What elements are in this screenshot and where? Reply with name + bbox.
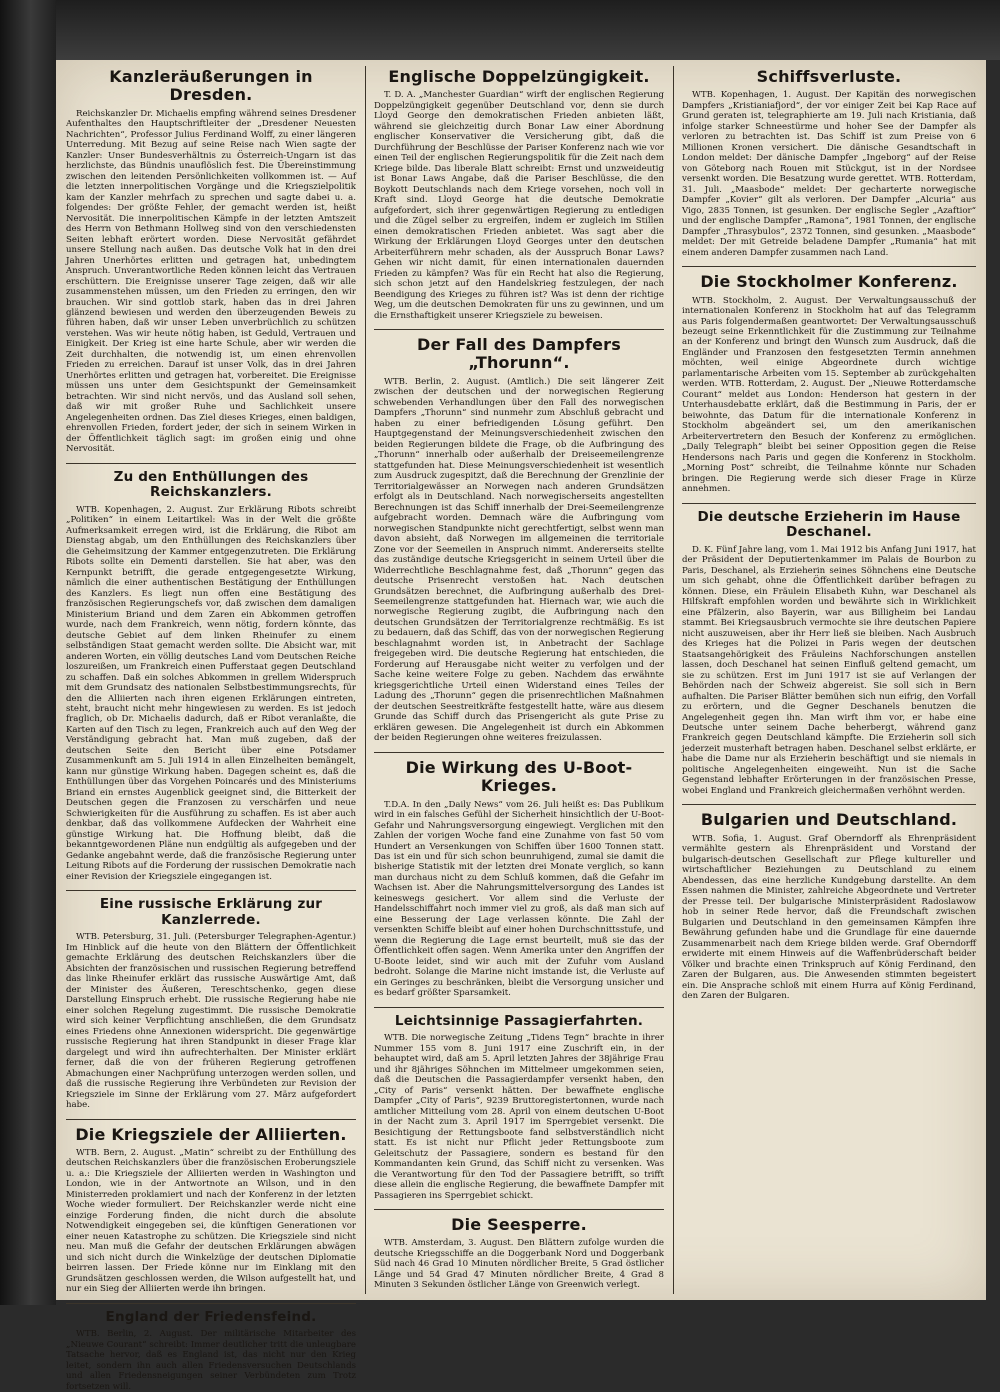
column-rule: [365, 66, 366, 1294]
article-separator: [682, 266, 976, 267]
article: [374, 1014, 664, 1201]
article-headline: Der Fall des Dampfers „Thorunn“.: [417, 335, 621, 373]
article-headline: Schiffsverluste.: [756, 67, 902, 86]
article: [66, 1310, 356, 1392]
scan-top-border: [56, 0, 1000, 60]
article-headline: Die Stockholmer Konferenz.: [700, 272, 958, 292]
article-separator: [66, 1119, 356, 1120]
article-headline: Die Kriegsziele der Alliierten.: [75, 1124, 347, 1144]
article-body: WTB. Amsterdam, 3. August. Den Blättern zufolge wurden die deutsche Kriegsschiffe an die Doggerbank Nord und Doggerbank Süd nach 46 Grad 10 Minuten nördlicher Breite, 5 Grad östlicher Länge und 54 Grad 47 Minuten nördlicher Breite, 4 Grad 8 Minuten 3 Sekunden östlicher Länge von Greenwich verlegt.: [374, 1238, 664, 1291]
article-body: D. K. Fünf Jahre lang, vom 1. Mai 1912 bis Anfang Juni 1917, hat der Präsident der Deputiertenkammer im Palais de Bourbon zu Paris, Deschanel, als Erzieherin seines Söhnchens eine Deutsche um sich gehabt, ohne die Öffentlichkeit darüber befragen zu können. Diese, ein Fräulein Elisabeth Kuhn, war Deschanel als Hilfskraft empfohlen worden und bewährte sich in Wirklichkeit eine Pfälzerin, also Bayerin, war aus Billigheim bei Landau stammt. Bei Kriegsausbruch vermochte sie ihre deutschen Papiere nicht auszuweisen, aber ihr Herr ließ sie bleiben. Nach Ausbruch des Krieges hat die Polizei in Paris wegen der deutschen Staatsangehörigkeit des Fräuleins Nachforschungen anstellen lassen, doch Deschanel hat seinen Einfluß geltend gemacht, um sie zu schützen. Erst im Juni 1917 ist sie auf Verlangen der Behörden nach der Schweiz abgereist. Sie soll sich in Bern aufhalten. Die Pariser Blätter bemühen sich nun eifrig, den Vorfall zu erörtern, und die Gegner Deschanels benutzen die Angelegenheit gegen ihn. Man wirft ihm vor, er habe eine Deutsche unter seinem Dache beherbergt, während ganz Frankreich gegen Deutschland kämpfte. Die Erzieherin soll sich jederzeit musterhaft betragen haben. Deschanel selbst erklärte, er habe die Dame nur als Erzieherin beschäftigt und sie niemals in politische Angelegenheiten eingeweiht. Nun ist die Sache Gegenstand lebhafter Erörterungen in der französischen Presse, wobei England und Frankreich gleichermaßen verhöhnt werden.: [682, 544, 976, 796]
article-headline: England der Friedensfeind.: [105, 1308, 317, 1325]
article-body: WTB. Berlin, 2. August. Der militärische Mitarbeiter des „Nieuwe Courant“ schreibt: Immer deutlicher tritt die unleugbare Tatsache hervor, daß es England ist, das nicht nur den Krieg leitet, sondern ihn auch allen Friedensversuchen Deutschlands und allen Friedensneigungen seiner Verbündeten zum Trotz fortsetzen will.: [66, 1329, 356, 1392]
article-body: WTB. Kopenhagen, 2. August. Zur Erklärung Ribots schreibt „Politiken“ in einem Leitartikel: Was in der Welt die größte Aufmerksamkeit erregen wird, ist die Erklärung, die Ribot am Dienstag abgab, um den Enthüllungen des Reichskanzlers über die Geheimsitzung der Kammer entgegenzutreten. Die Erklärung Ribots sollte ein Dementi darstellen. Sie hat aber, was den Kernpunkt betrifft, die gerade entgegengesetzte Wirkung, nämlich die einer authentischen Bestätigung der Enthüllungen des Kanzlers. Es liegt nun offen eine Bestätigung des französischen Regierungschefs vor, daß zwischen dem damaligen Ministerium Briand und dem Zaren ein Abkommen getroffen wurde, nach dem Frankreich, wenn nötig, fordern könnte, das deutsche Gebiet auf dem linken Rheinufer zu einem selbständigen Staat gemacht werden sollte. Die Absicht war, mit anderen Worten, ein völlig deutsches Land vom Deutschen Reiche loszureißen, um Frankreich einen Pufferstaat gegen Deutschland zu schaffen. Daß ein solches Abkommen in grellem Widerspruch mit dem Grundsatz des nationalen Selbstbestimmungsrechts, für den die Alliierten nach ihren eigenen Erklärungen eintreten, steht, braucht nicht mehr hingewiesen zu werden. Es ist jedoch fraglich, ob Dr. Michaelis dadurch, daß er Ribot veranlaßte, die Karten auf den Tisch zu legen, Frankreich auch auf den Weg der Verständigung gebracht hat. Man muß zugeben, daß der deutschen Seite den Bericht über eine Potsdamer Zusammenkunft am 5. Juli 1914 in allen Einzelheiten bemängelt, kann nur günstige Wirkung haben. Dagegen scheint es, daß die Enthüllungen über das Vorgehen Poincarés und des Ministeriums Briand ein ernstes Augenblick geeignet sind, die Bitterkeit der Deutschen gegen die Franzosen zu verschärfen und neue Schwierigkeiten für die Ausführung zu schaffen. Es ist aber auch denkbar, daß das vollkommene Aufdecken der Wahrheit eine günstige Wirkung hat. Die Hoffnung bleibt, daß die bekanntgewordenen Pläne nun endgültig als aufgegeben und der Gedanke angebahnt werde, daß die französische Regierung unter Leitung Ribots auf die Forderung der russischen Demokratie nach einer Revision der Kriegsziele eingegangen ist.: [66, 504, 356, 882]
newspaper-page: [56, 60, 986, 1392]
article-separator: [682, 804, 976, 805]
article: [682, 510, 976, 797]
article: [66, 68, 356, 455]
article-headline: Eine russische Erklärung zur Kanzlerrede.: [99, 896, 323, 928]
article-separator: [682, 503, 976, 504]
article: [682, 68, 976, 258]
article-separator: [66, 463, 356, 464]
column-left: [66, 66, 356, 1392]
article-separator: [374, 329, 664, 330]
article-separator: [374, 752, 664, 753]
article-headline: Kanzleräußerungen in Dresden.: [109, 67, 313, 105]
article: [374, 68, 664, 321]
article: [682, 273, 976, 495]
article-headline: Bulgarien und Deutschland.: [700, 810, 958, 830]
column-rule: [673, 66, 674, 1294]
article-headline: Zu den Enthüllungen des Reichskanzlers.: [113, 468, 309, 501]
book-binding: [0, 0, 56, 1305]
article: [682, 811, 976, 1001]
article-body: WTB. Kopenhagen, 1. August. Der Kapitän des norwegischen Dampfers „Kristianiafjord“, der vor einiger Zeit bei Kap Race auf Grund geraten ist, telegraphierte am 19. Juli nach Kristiania, daß infolge starker Schneestürme und hoher See der Dampfer als verloren zu betrachten ist. Das Schiff ist zum Preise von 6 Millionen Kronen versichert. Die dänische Gesandtschaft in London meldet: Der dänische Dampfer „Ingeborg“ auf der Reise von Göteborg nach Rouen mit Stückgut, ist in der Nordsee versenkt worden. Die Besatzung wurde gerettet. WTB. Rotterdam, 31. Juli. „Maasbode“ meldet: Der gecharterte norwegische Dampfer „Kovier“ gilt als verloren. Der Dampfer „Alcuria“ aus Vigo, 2835 Tonnen, ist gesunken. Der englische Segler „Azaftior“ und der englische Dampfer „Ramona“, 1981 Tonnen, der englische Dampfer „Thrasybulos“, 2372 Tonnen, sind gesunken. „Maasbode“ meldet: Der mit Getreide beladene Dampfer „Rumania“ hat mit einem anderen Dampfer zusammen nach Land.: [682, 90, 976, 258]
article: [66, 470, 356, 882]
article-separator: [66, 890, 356, 891]
column-right: [682, 66, 976, 1294]
article-body: T.D.A. In den „Daily News“ vom 26. Juli heißt es: Das Publikum wird in ein falsches Gefühl der Sicherheit hinsichtlich der U-Boot-Gefahr und Nahrungsversorgung eingewiegt. Verglichen mit den Zahlen der vorigen Woche fand eine Zunahme von fast 50 vom Hundert an Versenkungen von Schiffen über 1600 Tonnen statt. Das ist ein und für sich schon beunruhigend, zumal sie damit die bisherige Statistik mit der letzten drei Monate verglich, so kann man durchaus nicht zu dem Schluß kommen, daß die Gefahr im Wachsen ist. Aber die Nahrungsmittelversorgung des Landes ist keineswegs gesichert. Vor allem sind die Verluste der Handelsschiffahrt noch immer viel zu groß, als daß man sich auf eine Besserung der Lage verlassen könnte. Die Zahl der versenkten Schiffe bleibt auf einer hohen Durchschnittsstufe, und wenn die Regierung die Lage ernst beurteilt, muß sie das der Öffentlichkeit offen sagen. Wenn Amerika unter den Angriffen der U-Boote leidet, sind wir auch mit der Zufuhr vom Ausland bedroht. Solange die Marine nicht imstande ist, die Verluste auf ein Geringes zu beschränken, bleibt die Versorgung unsicher und es bedarf größter Sparsamkeit.: [374, 799, 664, 999]
article-headline: Englische Doppelzüngigkeit.: [388, 67, 650, 86]
column-middle: [374, 66, 664, 1294]
article-separator: [374, 1007, 664, 1008]
article-body: WTB. Bern, 2. August. „Matin“ schreibt zu der Enthüllung des deutschen Reichskanzlers über die französischen Eroberungsziele u. a.: Die Kriegsziele der Alliierten werden in Washington und London, wie in der Antwortnote an Wilson, und in den Ministerreden proklamiert und nach der Konferenz in der letzten Woche wieder formuliert. Der Reichskanzler werde nicht eine einzige Forderung finden, die nicht durch die absolute Notwendigkeit eingegeben sei, die künftigen Generationen vor einer neuen Katastrophe zu schützen. Die Kriegsziele sind nicht neu. Man muß die Gefahr der deutschen Erklärungen abwägen und sich nicht durch die Winkelzüge der deutschen Diplomatie beirren lassen. Der Friede könne nur im Einklang mit den Grundsätzen geschlossen werden, die Wilson aufgestellt hat, und nur ein Sieg der Alliierten werde ihn bringen.: [66, 1147, 356, 1295]
article: [374, 1216, 664, 1291]
article-headline: Die Seesperre.: [451, 1215, 587, 1235]
article-body: T. D. A. „Manchester Guardian“ wirft der englischen Regierung Doppelzüngigkeit gegenüber Deutschland vor, denn sie durch Lloyd George den demokratischen Frieden anbieten läßt, während sie gleichzeitig durch Bonar Law einer Abordnung englischer Konservativer die Versicherung gibt, daß die Durchführung der Beschlüsse der Pariser Konferenz nach wie vor einen Teil der englischen Regierungspolitik für die Zeit nach dem Kriege bilde. Das liberale Blatt schreibt: Ernst und unzweideutig ist Bonar Laws Angabe, daß die Pariser Beschlüsse, die den Boykott Deutschlands nach dem Kriege vorsehen, noch voll in Kraft sind. Lloyd George hat die deutsche Demokratie aufgefordert, sich ihrer gegenwärtigen Regierung zu entledigen und die Zügel selber zu ergreifen, indem er zugleich im Stillen einen demokratischen Frieden anbietet. Was sagt aber die Wirkung der Erklärungen Lloyd Georges unter den deutschen Arbeiterführern mehr schaden, als der Ausspruch Bonar Laws? Gehen wir nicht damit, für einen internationalen dauernden Frieden zu kämpfen? Was für ein Recht hat also die Regierung, sich schon jetzt auf den Handelskrieg festzulegen, der nach Beendigung des Krieges zu führen ist? Was ist denn der richtige Weg, um die deutschen Demokraten für uns zu gewinnen, und um die Ernsthaftigkeit unserer Kriegsziele zu beweisen.: [374, 90, 664, 321]
article-body: WTB. Sofia, 1. August. Graf Oberndorff als Ehrenpräsident vermählte gestern als Ehrenpräsident und Vorstand der bulgarisch-deutschen Gesellschaft zur Pflege kultureller und wirtschaftlicher Beziehungen zu Deutschland zu einem Abendessen, das eine herzliche Kundgebung darstellte. An dem Essen nahmen die Minister, zahlreiche Abgeordnete und Vertreter der Presse teil. Der bulgarische Ministerpräsident Radoslawow hob in seiner Rede hervor, daß die Freundschaft zwischen Bulgarien und Deutschland in den gemeinsamen Kämpfen ihre Bewährung gefunden habe und die Grundlage für eine dauernde Zusammenarbeit nach dem Kriege bilden werde. Graf Oberndorff erwiderte mit einem Hinweis auf die Waffenbrüderschaft beider Völker und brachte einen Trinkspruch auf König Ferdinand, den Zaren der Bulgaren, aus. Die Anwesenden stimmten begeistert ein. Die Ansprache schloß mit einem Hurra auf König Ferdinand, den Zaren der Bulgaren.: [682, 833, 976, 1002]
article-body: WTB. Die norwegische Zeitung „Tidens Tegn“ brachte in ihrer Nummer 155 vom 8. Juni 1917 eine Zuschrift ein, in der behauptet wird, daß am 5. April letzten Jahres der 38jährige Frau und ihr 8jähriges Söhnchen im Mittelmeer umgekommen seien, daß die Deutschen die Passagierdampfer versenkt haben, den „City of Paris“ versenkt hätten. Der bewaffnete englische Dampfer „City of Paris“, 9239 Bruttoregistertonnen, wurde nach amtlicher Mitteilung vom 28. April von einem deutschen U-Boot in der Nacht zum 3. April 1917 im Sperrgebiet versenkt. Die Besichtigung der Rettungsboote fand selbstverständlich nicht statt. Es ist nicht nur Pflicht jeder Rettungsboote zum Geleitschutz der Passagiere, sondern es bestand für den Kommandanten kein Grund, das Schiff nicht zu versenken. Was die Verantwortung für den Tod der Passagiere betrifft, so trifft diese allein die englische Regierung, die bewaffnete Dampfer mit Passagieren ins Sperrgebiet schickt.: [374, 1033, 664, 1201]
article-body: WTB. Stockholm, 2. August. Der Verwaltungsausschuß der internationalen Konferenz in Stockholm hat auf das Telegramm aus Paris folgendermaßen geantwortet: Der Verwaltungsausschuß bezeugt seine Erkenntlichkeit für die Zustimmung zur Teilnahme an der Konferenz und bringt den Wunsch zum Ausdruck, daß die Engländer und Franzosen den festgesetzten Termin annehmen möchten, weil einige Abgeordnete durch wichtige parlamentarische Arbeiten vom 15. September ab zurückgehalten werden. WTB. Rotterdam, 2. August. Der „Nieuwe Rotterdamsche Courant“ meldet aus London: Henderson hat gestern in der Unterhausdebatte erklärt, daß die Bestimmung in Paris, der er beiwohnte, das Datum für die internationale Konferenz in Stockholm abgeändert sei, um den amerikanischen Arbeitervertretern den Besuch der Konferenz zu ermöglichen. „Daily Telegraph“ bleibt bei seiner Opposition gegen die Reise Hendersons nach Paris und gegen die Konferenz in Stockholm. „Morning Post“ schreibt, die Teilnahme könnte nur Schaden bringen. Die Regierung werde sich dieser Frage in Kürze annehmen.: [682, 295, 976, 495]
article: [66, 897, 356, 1110]
article: [374, 336, 664, 744]
article-separator: [66, 1303, 356, 1304]
article-body: WTB. Berlin, 2. August. (Amtlich.) Die seit längerer Zeit zwischen der deutschen und der norwegischen Regierung schwebenden Verhandlungen über den Fall des norwegischen Dampfers „Thorunn“ sind nunmehr zum Abschluß gebracht und haben zu einer befriedigenden Lösung geführt. Den Hauptgegenstand der Meinungsverschiedenheit zwischen den beiden Regierungen bildete die Frage, ob die Aufbringung des „Thorunn“ innerhalb oder außerhalb der Dreiseemeilengrenze stattgefunden hat. Diese Meinungsverschiedenheit ist wesentlich zum Ausdruck zugespitzt, daß die Berechnung der Grenzlinie der Territorialgewässer an Norwegen nach anderen Grundsätzen erfolgt als in Deutschland. Nach norwegischerseits angestellten Berechnungen ist das Schiff innerhalb der Drei-Seemeilengrenze aufgebracht worden. Demnach wäre die Aufbringung vom norwegischen Standpunkte nicht gerechtfertigt, selbst wenn man davon absieht, daß Norwegen im allgemeinen die territoriale Zone vor der Seemeilen in Anspruch nimmt. Andererseits stellte das zuständige deutsche Kriegsgericht in seinem Urteil über die Widerrechtliche Beschlagnahme fest, daß „Thorunn“ gegen das deutsche Prisenrecht verstoßen hat. Nach deutschen Grundsätzen berechnet, die Aufbringung außerhalb des Drei-Seemeilengrenze stattgefunden hat. Hiernach war, wie auch die norwegische Regierung zugibt, die Aufbringung nach den deutschen Grundsätzen der Territorialgrenze rechtmäßig. Es ist zu bedauern, daß das Schiff, das von der norwegischen Regierung beschlagnahmt worden ist, in Anbetracht der Sachlage freigegeben wird. Die deutsche Regierung hat entschieden, die Forderung auf Herausgabe nicht weiter zu verfolgen und der Sache keine weitere Folge zu geben. Nachdem das erwähnte kriegsgerichtliche Urteil einen Widerstand eines Teiles der Ladung des „Thorunn“ gegen die prisenrechtlichen Maßnahmen der deutschen Seestreitkräfte festgestellt hatte, wäre aus diesem Grunde das Schiff durch das Prisengericht als gute Prise zu erklären gewesen. Die Angelegenheit ist durch ein Abkommen der beiden Regierungen ohne weiteres freizulassen.: [374, 376, 664, 744]
article-headline: Die Wirkung des U-Boot-Krieges.: [405, 757, 633, 796]
article-body: WTB. Petersburg, 31. Juli. (Petersburger Telegraphen-Agentur.) Im Hinblick auf die heute von den Blättern der Öffentlichkeit gemachte Erklärung des deutschen Reichskanzlers über die Absichten der französischen und russischen Regierung betreffend das linke Rheinufer erklärt das russische Auswärtige Amt, daß der Minister des Äußeren, Tereschtschenko, gegen diese Darstellung Einspruch erhebt. Die russische Regierung habe nie einer solchen Regelung zugestimmt. Die russische Demokratie wird sich keiner Verpflichtung anschließen, die dem Grundsatz eines Friedens ohne Annexionen widerspricht. Die gegenwärtige russische Regierung hat ihren Standpunkt in dieser Frage klar dargelegt und wird ihn aufrechterhalten. Der Minister erklärt ferner, daß die von der früheren Regierung getroffenen Abmachungen einer Nachprüfung unterzogen werden sollen, und daß die russische Regierung ihre Verbündeten zur Revision der Kriegsziele im Sinne der Erklärung vom 27. März aufgefordert habe.: [66, 932, 356, 1111]
article-headline: Die deutsche Erzieherin im Hause Deschanel.: [697, 508, 961, 541]
article-body: Reichskanzler Dr. Michaelis empfing während seines Dresdener Aufenthaltes den Hauptschriftleiter der „Dresdener Neuesten Nachrichten“, Professor Julius Ferdinand Wolff, zu einer längeren Unterredung. Mit Bezug auf seine Reise nach Wien sagte der Kanzler: Unser Bundesverhältnis zu Österreich-Ungarn ist das herzlichste, das Bündnis unauflöslich fest. Die Übereinstimmung zwischen den leitenden Persönlichkeiten vollkommen ist. — Auf die letzten innerpolitischen Vorgänge und die Kriegszielpolitik kam der Kanzler mehrfach zu sprechen und sagte dabei u. a. folgendes: Der größte Fehler, der gemacht werden ist, heißt Nervosität. Die innerpolitischen Kämpfe in der letzten Amtszeit des Herrn von Bethmann Hollweg sind von den verschiedensten Seiten lebhaft erörtert worden. Diese Nervosität gefährdet unsere Stellung nach außen. Das deutsche Volk hat in den drei Jahren Unerhörtes erlitten und getragen hat, unbedingtem Anspruch. Unverantwortliche Reden können leicht das Vertrauen erschüttern. Die Ereignisse unserer Tage zeigen, daß wir alle zusammenstehen müssen, um den Frieden zu erringen, den wir brauchen. Wir sind gottlob stark, haben das in drei Jahren glänzend bewiesen und werden den überzeugenden Beweis zu führen haben, daß wir unser Leben unverbrüchlich zu schützen verstehen. Was wir heute nötig haben, ist Geduld, Vertrauen und Einigkeit. Der Krieg ist eine harte Schule, aber wir werden die Zeit durchhalten, die notwendig ist, um einen ehrenvollen Frieden zu erreichen. Darauf ist unser Volk, das in drei Jahren Unerhörtes erlitten und getragen hat, vorbereitet. Die Ereignisse müssen uns unter dem Gesichtspunkt der Gemeinsamkeit betrachten. Wir sind nicht nervös, und das Ausland soll sehen, daß wir mit großer Ruhe und Sachlichkeit unsere Angelegenheiten ordnen. Das Ziel dieses Krieges, einen baldigen, ehrenvollen Frieden, fordert jeder, der sich in seinem Wirken in der Öffentlichkeit täglich sagt: im großen einig und ohne Nervosität.: [66, 108, 356, 455]
article: [374, 759, 664, 999]
article-separator: [374, 1209, 664, 1210]
article: [66, 1126, 356, 1295]
article-headline: Leichtsinnige Passagierfahrten.: [394, 1012, 644, 1029]
